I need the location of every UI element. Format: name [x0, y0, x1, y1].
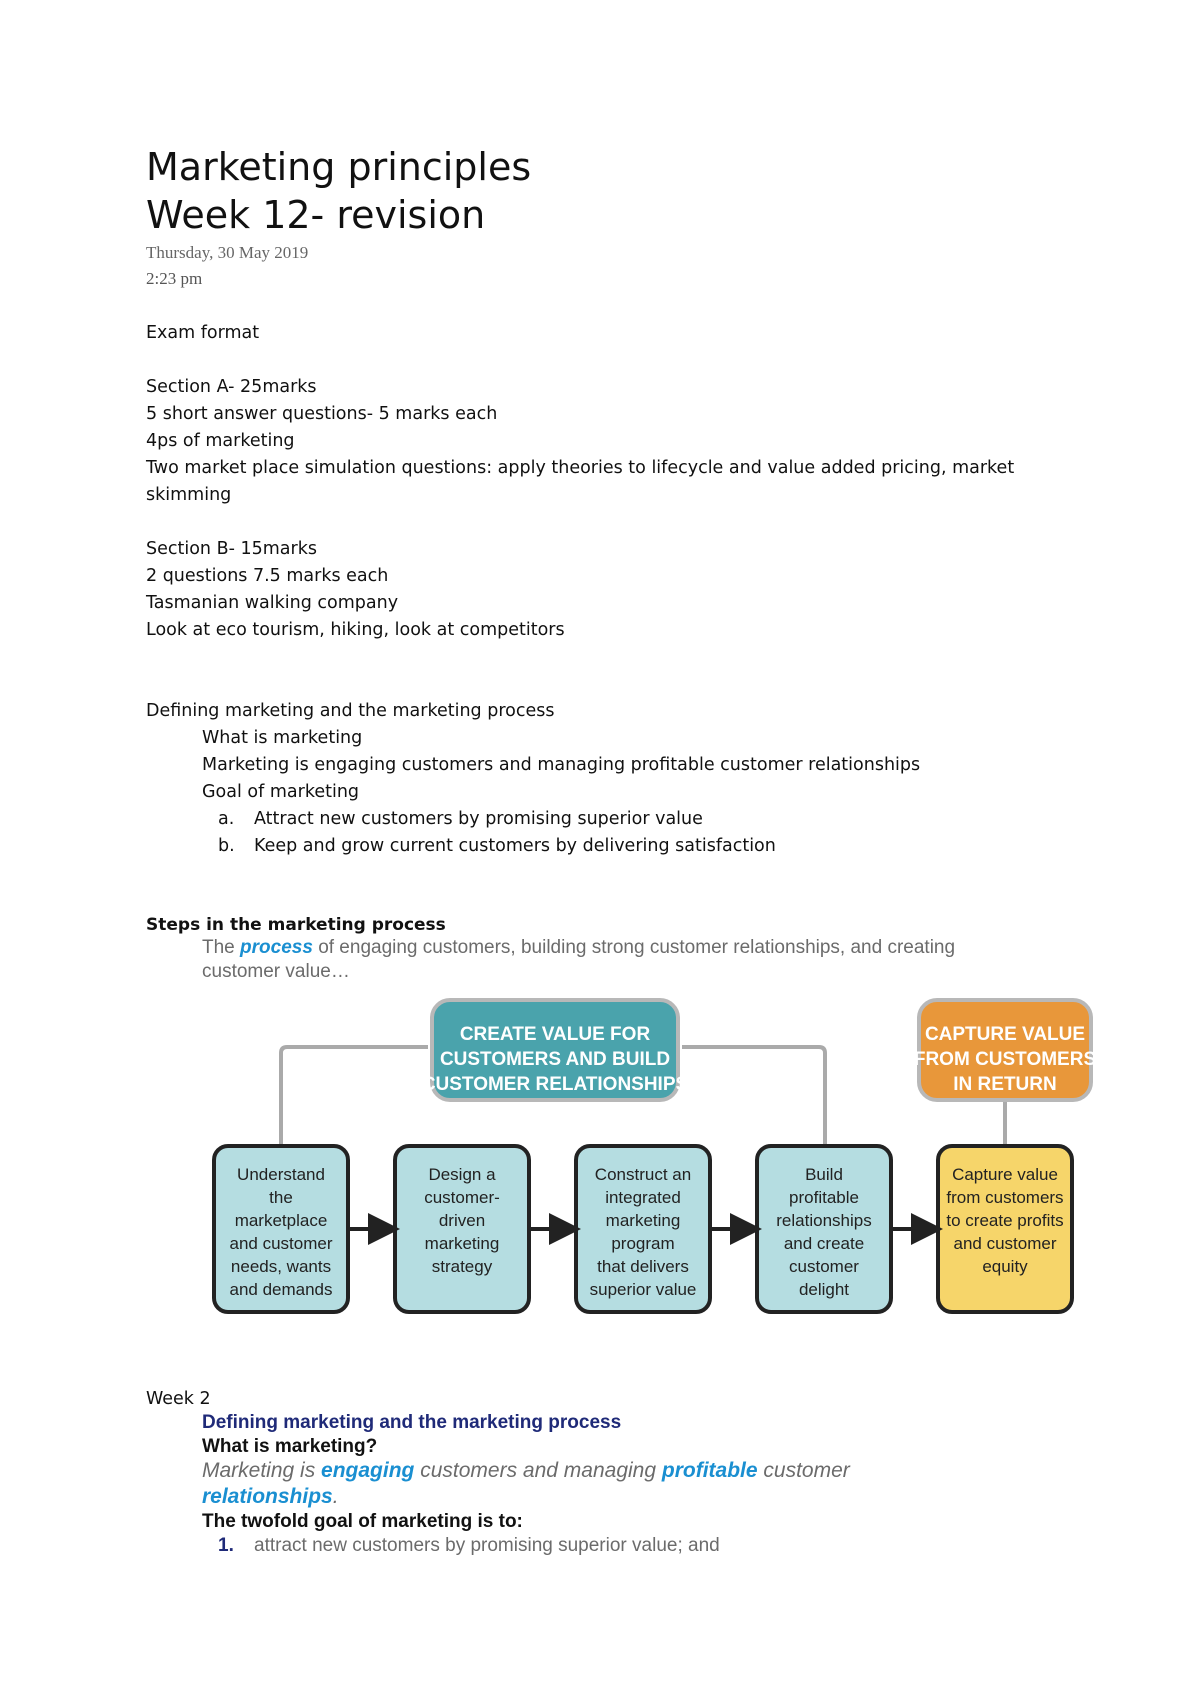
- list-text: attract new customers by promising superior value; and: [254, 1535, 720, 1556]
- definition-keyword: engaging: [321, 1459, 415, 1482]
- step-text: Build: [805, 1165, 843, 1184]
- step-text: strategy: [431, 1257, 493, 1276]
- steps-desc-post: of engaging customers, building strong customer relationships, and creating: [318, 937, 956, 958]
- steps-description: [202, 936, 955, 960]
- note-metadata: [146, 240, 308, 292]
- step-text: relationships: [776, 1211, 872, 1230]
- step-text: customer-: [424, 1188, 500, 1207]
- step-text: needs, wants: [230, 1257, 332, 1276]
- create-value-header: [422, 1000, 688, 1100]
- defining-definition: Marketing is engaging customers and managing profitable customer relationships: [202, 755, 921, 775]
- marketing-process-diagram: [210, 996, 1110, 1316]
- step-text: program: [611, 1234, 675, 1253]
- section-a-line: 4ps of marketing: [146, 431, 295, 451]
- step-text: from customers: [946, 1188, 1064, 1207]
- title-line-1: Marketing principles: [146, 145, 532, 189]
- week2-question: What is marketing?: [202, 1436, 378, 1457]
- step-box-design: [395, 1146, 529, 1312]
- section-b-line: 2 questions 7.5 marks each: [146, 566, 389, 586]
- list-item: [218, 806, 703, 833]
- step-text: Construct an: [594, 1165, 692, 1184]
- section-b-heading: Section B- 15marks: [146, 539, 317, 559]
- defining-what: What is marketing: [202, 728, 363, 748]
- title-line-2: Week 12- revision: [146, 193, 486, 237]
- definition-text: customer: [763, 1459, 850, 1482]
- step-text: the: [269, 1188, 293, 1207]
- step-text: that delivers: [597, 1257, 689, 1276]
- definition-text: customers and managing: [420, 1459, 657, 1482]
- steps-desc-pre: The: [202, 937, 235, 958]
- defining-goal: Goal of marketing: [202, 782, 360, 802]
- definition-text: .: [332, 1485, 339, 1508]
- list-item: [218, 1534, 720, 1558]
- step-text: equity: [982, 1257, 1028, 1276]
- list-marker: 1.: [218, 1535, 234, 1556]
- step-text: integrated: [605, 1188, 681, 1207]
- create-value-line: CUSTOMER RELATIONSHIPS: [421, 1074, 689, 1095]
- capture-value-line: IN RETURN: [953, 1074, 1057, 1095]
- step-text: Design a: [428, 1165, 496, 1184]
- week2-heading: Defining marketing and the marketing process: [202, 1412, 622, 1433]
- definition-keyword: relationships: [202, 1485, 333, 1508]
- section-a-line: skimming: [146, 485, 232, 505]
- step-text: and demands: [229, 1280, 333, 1299]
- section-a-line: Two market place simulation questions: apply theories to lifecycle and value added pricing, market: [146, 458, 1015, 478]
- step-text: superior value: [589, 1280, 697, 1299]
- step-text: to create profits: [946, 1211, 1064, 1230]
- step-text: driven: [438, 1211, 486, 1230]
- capture-value-line: FROM CUSTOMERS: [913, 1049, 1097, 1070]
- definition-text: Marketing is: [202, 1459, 316, 1482]
- create-value-line: CUSTOMERS AND BUILD: [439, 1049, 671, 1070]
- list-item: [218, 833, 776, 860]
- step-box-construct: [576, 1146, 710, 1312]
- step-box-build: [757, 1146, 891, 1312]
- connector-line: [281, 1047, 428, 1146]
- section-a-line: 5 short answer questions- 5 marks each: [146, 404, 498, 424]
- list-text: Attract new customers by promising superior value: [254, 809, 703, 829]
- note-time: 2:23 pm: [146, 269, 203, 288]
- week2-label: Week 2: [146, 1389, 211, 1409]
- steps-description-line2: customer value…: [202, 961, 350, 982]
- step-text: Capture value: [952, 1165, 1058, 1184]
- capture-value-header: [914, 1000, 1096, 1100]
- step-text: marketing: [605, 1211, 681, 1230]
- section-b-line: Look at eco tourism, hiking, look at competitors: [146, 620, 565, 640]
- list-marker: b.: [218, 836, 235, 856]
- step-text: delight: [798, 1280, 850, 1299]
- connector-line: [682, 1047, 825, 1146]
- step-text: and create: [783, 1234, 865, 1253]
- definition-keyword: profitable: [661, 1459, 758, 1482]
- week2-definition-line2: [202, 1484, 339, 1510]
- step-text: Understand: [237, 1165, 325, 1184]
- exam-format-heading: Exam format: [146, 323, 260, 343]
- step-text: and customer: [229, 1234, 333, 1253]
- steps-desc-keyword: process: [240, 937, 313, 958]
- list-marker: a.: [218, 809, 235, 829]
- step-text: customer: [789, 1257, 859, 1276]
- create-value-line: CREATE VALUE FOR: [459, 1024, 651, 1045]
- week2-goal: The twofold goal of marketing is to:: [202, 1511, 523, 1532]
- step-box-understand: [214, 1146, 348, 1312]
- step-text: marketplace: [234, 1211, 328, 1230]
- note-date: Thursday, 30 May 2019: [146, 243, 309, 262]
- step-text: and customer: [953, 1234, 1057, 1253]
- capture-value-line: CAPTURE VALUE: [924, 1024, 1086, 1045]
- step-text: marketing: [424, 1234, 500, 1253]
- defining-heading: Defining marketing and the marketing process: [146, 701, 555, 721]
- week2-definition: [202, 1458, 850, 1484]
- step-box-capture: [938, 1146, 1072, 1312]
- step-text: profitable: [789, 1188, 859, 1207]
- steps-heading: Steps in the marketing process: [146, 915, 446, 935]
- list-text: Keep and grow current customers by delivering satisfaction: [254, 836, 776, 856]
- section-a-heading: Section A- 25marks: [146, 377, 317, 397]
- section-b-line: Tasmanian walking company: [146, 593, 399, 613]
- page-title: [146, 143, 531, 239]
